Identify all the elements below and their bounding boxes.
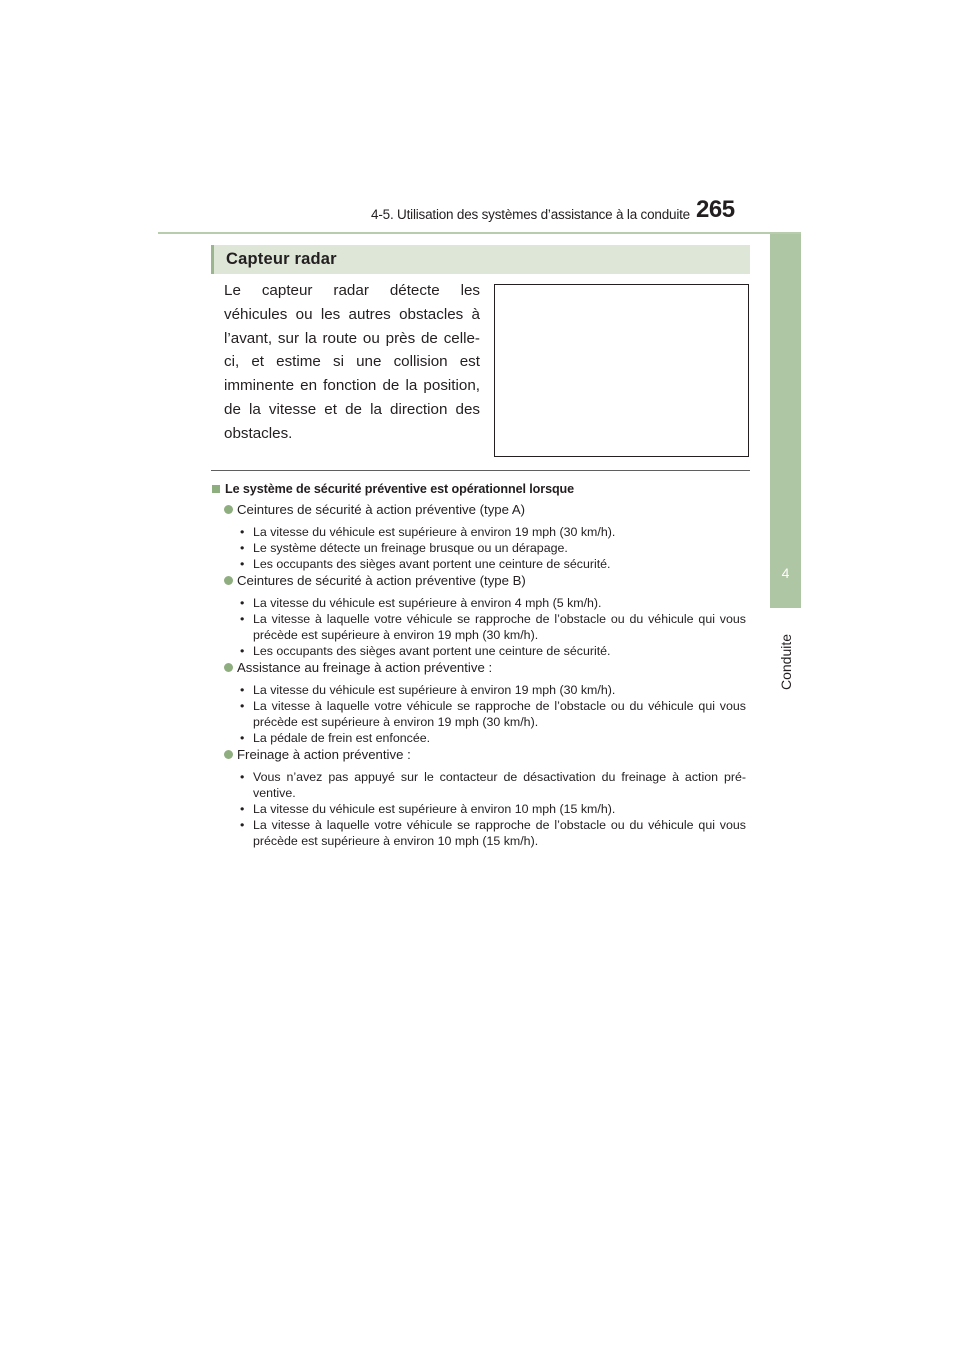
list-item bbox=[240, 556, 746, 572]
header-divider bbox=[158, 232, 801, 234]
bullet-dot-icon: • bbox=[240, 802, 245, 816]
list-item bbox=[240, 682, 746, 698]
list-item bbox=[240, 817, 746, 849]
header-section-title: 4-5. Utilisation des systèmes d’assistance à la conduite bbox=[371, 207, 690, 222]
bullet-dot-icon: • bbox=[240, 644, 245, 658]
list-item-text: La vitesse du véhicule est supérieure à environ 4 mph (5 km/h). bbox=[253, 596, 602, 610]
circle-bullet-icon bbox=[224, 750, 233, 759]
illustration-frame bbox=[494, 284, 749, 457]
list-item-text: La vitesse du véhicule est supérieure à environ 19 mph (30 km/h). bbox=[253, 525, 616, 539]
chapter-number: 4 bbox=[781, 565, 790, 581]
condition-title-text: Ceintures de sécurité à action préventive (type A) bbox=[237, 502, 526, 517]
list-item-text: La vitesse à laquelle votre véhicule se rapproche de l’obstacle ou du véhicule qui vous précède est supérieure à environ 19 mph (30 km/h). bbox=[253, 699, 746, 730]
list-item-text: Le système détecte un freinage brusque ou un dérapage. bbox=[253, 541, 568, 555]
list-item-text: La vitesse du véhicule est supérieure à environ 19 mph (30 km/h). bbox=[253, 683, 616, 697]
condition-title bbox=[224, 573, 526, 588]
condition-title-text: Freinage à action préventive : bbox=[237, 747, 411, 762]
list-item bbox=[240, 611, 746, 643]
circle-bullet-icon bbox=[224, 663, 233, 672]
list-item bbox=[240, 524, 746, 540]
list-item-text: Vous n’avez pas appuyé sur le contacteur de désactivation du freinage à action pré-ventive. bbox=[253, 770, 746, 801]
list-item bbox=[240, 595, 746, 611]
list-item bbox=[240, 698, 746, 730]
bullet-dot-icon: • bbox=[240, 557, 245, 571]
notes-heading bbox=[212, 482, 574, 496]
section-title: Capteur radar bbox=[226, 250, 337, 268]
list-item bbox=[240, 643, 746, 659]
condition-title bbox=[224, 747, 411, 762]
condition-title-text: Assistance au freinage à action préventive : bbox=[237, 660, 493, 675]
intro-paragraph: Le capteur radar détecte les véhicules ou les autres obstacles à l’avant, sur la route ou près de celle-ci, et estime si une collision est imminente en fonction de la position, de la vitesse et de la direction des obstacles. bbox=[224, 282, 480, 442]
section-divider bbox=[211, 470, 750, 471]
list-item bbox=[240, 730, 746, 746]
condition-title-text: Ceintures de sécurité à action préventive (type B) bbox=[237, 573, 526, 588]
page-number: 265 bbox=[696, 196, 735, 223]
condition-title bbox=[224, 660, 492, 675]
square-bullet-icon bbox=[212, 485, 220, 493]
list-item-text: Les occupants des sièges avant portent une ceinture de sécurité. bbox=[253, 644, 611, 658]
list-item bbox=[240, 540, 746, 556]
list-item bbox=[240, 801, 746, 817]
list-item-text: La vitesse à laquelle votre véhicule se rapproche de l’obstacle ou du véhicule qui vous précède est supérieure à environ 10 mph (15 km/h). bbox=[253, 818, 746, 849]
bullet-dot-icon: • bbox=[240, 525, 245, 539]
bullet-dot-icon: • bbox=[240, 683, 245, 697]
notes-heading-text: Le système de sécurité préventive est opérationnel lorsque bbox=[225, 482, 575, 496]
bullet-dot-icon: • bbox=[240, 699, 245, 713]
bullet-dot-icon: • bbox=[240, 541, 245, 555]
list-item bbox=[240, 769, 746, 801]
list-item-text: La vitesse du véhicule est supérieure à environ 10 mph (15 km/h). bbox=[253, 802, 616, 816]
circle-bullet-icon bbox=[224, 576, 233, 585]
list-item-text: La pédale de frein est enfoncée. bbox=[253, 731, 431, 745]
section-heading bbox=[211, 245, 750, 274]
list-item-text: Les occupants des sièges avant portent une ceinture de sécurité. bbox=[253, 557, 611, 571]
list-item-text: La vitesse à laquelle votre véhicule se rapproche de l’obstacle ou du véhicule qui vous précède est supérieure à environ 19 mph (30 km/h). bbox=[253, 612, 746, 643]
bullet-dot-icon: • bbox=[240, 770, 245, 784]
circle-bullet-icon bbox=[224, 505, 233, 514]
bullet-dot-icon: • bbox=[240, 612, 245, 626]
chapter-label bbox=[770, 632, 801, 692]
bullet-dot-icon: • bbox=[240, 818, 245, 832]
chapter-tab bbox=[770, 234, 801, 608]
condition-title bbox=[224, 502, 525, 517]
chapter-label-text: Conduite bbox=[777, 633, 794, 691]
bullet-dot-icon: • bbox=[240, 596, 245, 610]
bullet-dot-icon: • bbox=[240, 731, 245, 745]
